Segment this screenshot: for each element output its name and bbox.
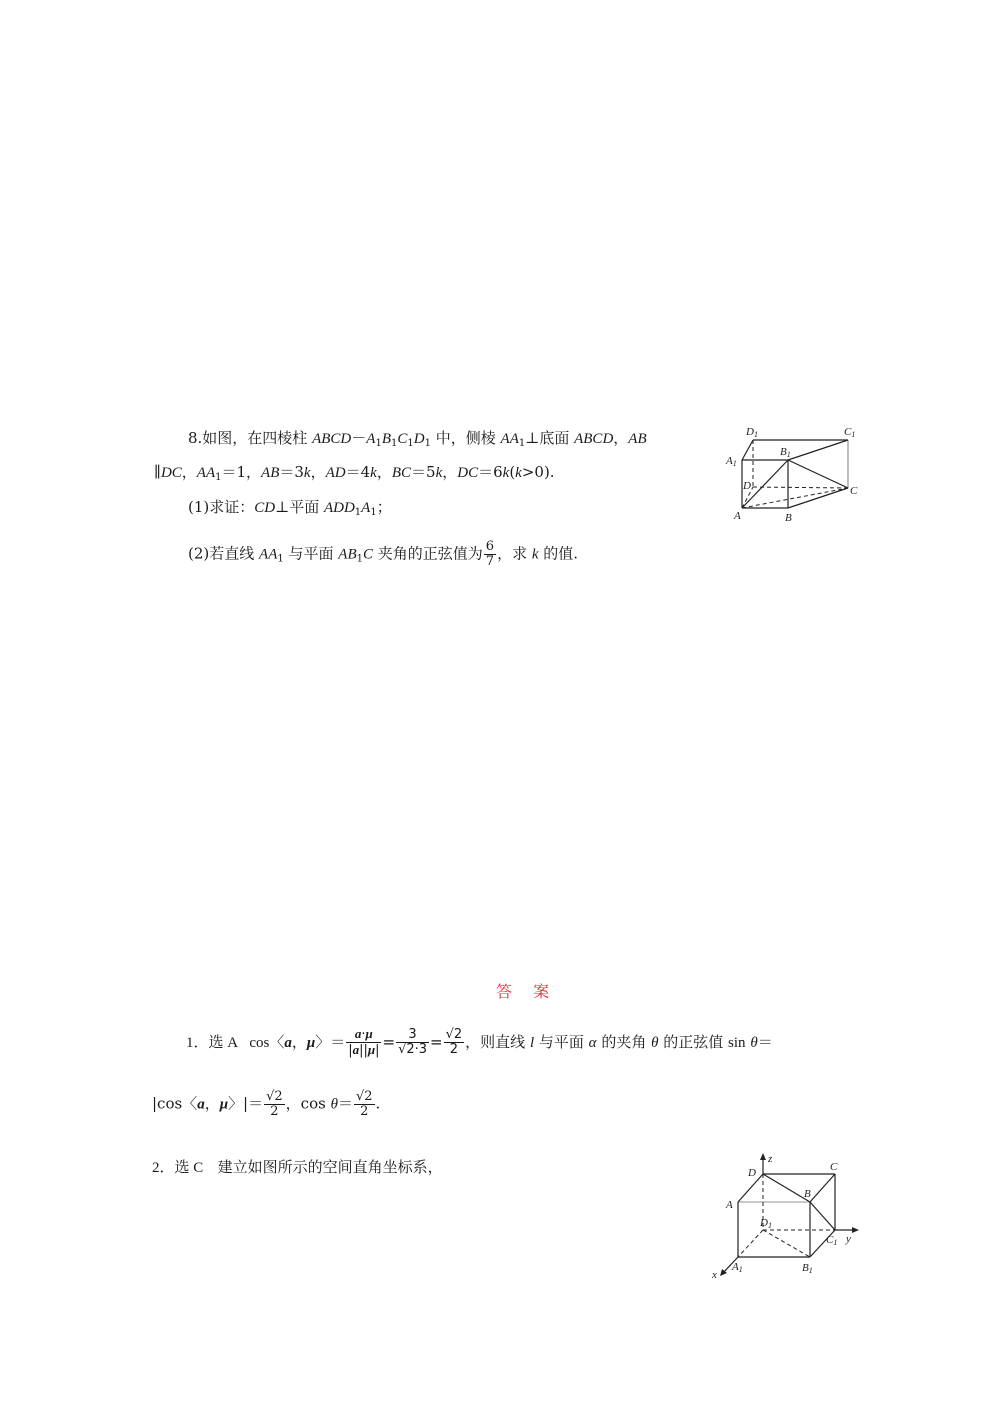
fraction-sqrt2-over-2: $\frac{√2}{2}$ bbox=[445, 1027, 463, 1057]
svg-text:A: A bbox=[726, 1199, 733, 1211]
svg-text:A1: A1 bbox=[732, 1261, 743, 1274]
svg-text:D1: D1 bbox=[746, 426, 758, 439]
coordinate-box-figure-answer2 bbox=[708, 1150, 868, 1280]
svg-text:x: x bbox=[712, 1269, 717, 1280]
svg-text:D: D bbox=[743, 480, 751, 492]
svg-text:B1: B1 bbox=[802, 1262, 813, 1275]
fraction-six-sevenths: $\frac{6}{7}$ bbox=[485, 539, 495, 569]
answer2-line: 2．选 C 建立如图所示的空间直角坐标系， bbox=[152, 1158, 443, 1176]
fraction-3-over-sqrt2x3: $\frac{3}{√2\cdot 3}$ bbox=[398, 1027, 428, 1057]
svg-text:B: B bbox=[785, 512, 792, 524]
fraction-sqrt2-over-2: $\frac{√2}{2}$ bbox=[355, 1089, 373, 1119]
svg-text:C: C bbox=[850, 485, 858, 497]
answer-heading: 答 案 bbox=[496, 982, 558, 1001]
problem8-line2: ∥DC，$AA_1=1$，AB＝3k，AD＝4k，BC＝5k，DC＝6k(k>0). bbox=[154, 463, 555, 483]
svg-text:D: D bbox=[748, 1167, 756, 1179]
svg-text:A: A bbox=[734, 510, 741, 522]
svg-text:B1: B1 bbox=[780, 446, 791, 459]
problem8-part2: (2)若直线 $AA_1$ 与平面 $AB_1C$ 夹角的正弦值为 $\frac{6}{7}$ ，求 k 的值. bbox=[188, 539, 579, 569]
svg-text:D1: D1 bbox=[760, 1217, 772, 1230]
svg-text:y: y bbox=[846, 1233, 851, 1245]
problem8-part1: (1)求证：CD⊥平面 $ADD_1A_1$； bbox=[188, 498, 392, 518]
answer1-line1: 1．选 A cos〈a，μ〉＝ $\frac{a\cdot\mu}{|a||\mu|}$ = $\frac{3}{√2\cdot 3}$ = $\frac{√2}{2}$ ，则直线 l 与平面 α 的夹角 θ 的正弦值 sin θ＝ bbox=[186, 1026, 773, 1058]
svg-text:B: B bbox=[804, 1188, 811, 1200]
problem8-line1: 8.如图，在四棱柱 $ABCD-A_1B_1C_1D_1$ 中，侧棱 $AA_1\perp$底面 ABCD，AB bbox=[188, 429, 647, 449]
answer1-line2: |cos〈a，μ〉|＝ $\frac{√2}{2}$ ，cos θ＝ $\frac{√2}{2}$ . bbox=[152, 1089, 381, 1119]
fraction-sqrt2-over-2: $\frac{√2}{2}$ bbox=[266, 1089, 283, 1119]
svg-text:C: C bbox=[830, 1161, 838, 1173]
svg-text:A1: A1 bbox=[726, 455, 737, 468]
svg-text:C1: C1 bbox=[844, 426, 856, 439]
prism-figure-problem8 bbox=[720, 415, 870, 525]
fraction-dot-over-norms: $\frac{a\cdot\mu}{|a||\mu|}$ bbox=[348, 1026, 380, 1058]
svg-text:C1: C1 bbox=[826, 1234, 838, 1247]
svg-text:z: z bbox=[768, 1153, 773, 1165]
